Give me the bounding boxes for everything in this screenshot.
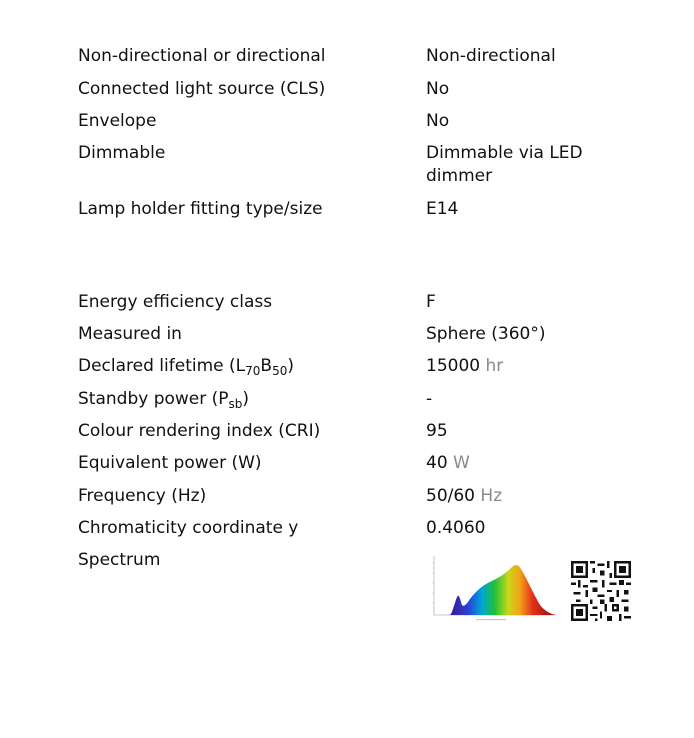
measured-value: Sphere (360°): [426, 324, 546, 344]
frequency-value: 50/60: [426, 486, 475, 506]
equivalent-power-value: 40: [426, 453, 448, 473]
frequency-unit: Hz: [480, 486, 503, 506]
frequency-label: Frequency (Hz): [78, 486, 207, 506]
equivalent-power-unit: W: [453, 453, 470, 473]
lifetime-value-group: [426, 355, 626, 378]
spectrum-label: Spectrum: [78, 550, 161, 570]
lifetime-label-sub1: 70: [245, 364, 261, 378]
chromaticity-label: Chromaticity coordinate y: [78, 518, 299, 538]
chromaticity-value: 0.4060: [426, 518, 486, 538]
energy-class-value: F: [426, 292, 436, 312]
frequency-value-group: [426, 485, 626, 508]
spectrum-x-label-mark: [476, 619, 506, 620]
lifetime-label: [78, 355, 294, 378]
measured-label: Measured in: [78, 324, 182, 344]
holder-value: E14: [426, 199, 459, 219]
standby-label-sub: sb: [228, 397, 243, 411]
cls-value: No: [426, 79, 450, 99]
standby-value: -: [426, 389, 433, 409]
standby-label: [78, 388, 249, 411]
standby-label-prefix: Standby power (P: [78, 389, 229, 409]
lifetime-label-mid: B: [260, 356, 273, 376]
cri-value: 95: [426, 421, 448, 441]
directional-value: Non-directional: [426, 46, 556, 66]
lifetime-label-suffix: ): [287, 356, 294, 376]
cri-label: Colour rendering index (CRI): [78, 421, 321, 441]
cls-label: Connected light source (CLS): [78, 79, 326, 99]
spectrum-curve: [450, 565, 556, 615]
lifetime-unit: hr: [485, 356, 504, 376]
standby-label-suffix: ): [242, 389, 250, 409]
equivalent-power-value-group: [426, 452, 626, 475]
energy-class-label: Energy efficiency class: [78, 292, 273, 312]
lifetime-value: 15000: [426, 356, 481, 376]
envelope-value: No: [426, 111, 450, 131]
lifetime-label-sub2: 50: [272, 364, 288, 378]
qr-code[interactable]: [571, 561, 631, 621]
holder-label: Lamp holder fitting type/size: [78, 199, 323, 219]
lifetime-label-prefix: Declared lifetime (L: [78, 356, 246, 376]
spectrum-graph: [426, 553, 560, 623]
dimmable-label: Dimmable: [78, 143, 166, 163]
dimmable-value: Dimmable via LED dimmer: [426, 143, 583, 186]
directional-label: Non-directional or directional: [78, 46, 326, 66]
equivalent-power-label: Equivalent power (W): [78, 453, 262, 473]
envelope-label: Envelope: [78, 111, 157, 131]
